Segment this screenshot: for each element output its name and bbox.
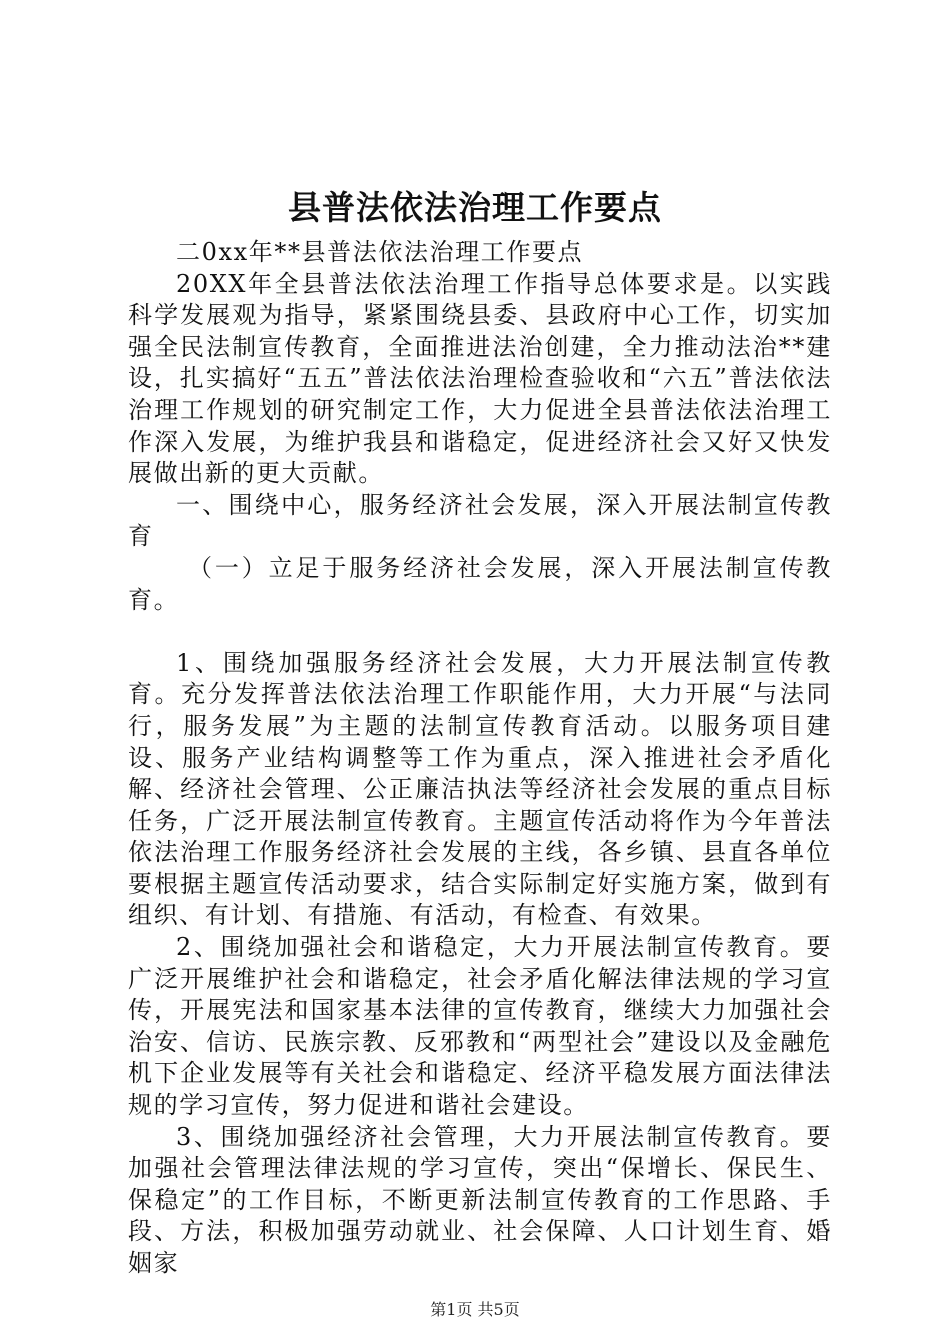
intro-paragraph: 20XX年全县普法依法治理工作指导总体要求是。以实践科学发展观为指导，紧紧围绕县委、县政府中心工作，切实加强全民法制宣传教育，全面推进法治创建，全力推动法治**建设，扎实搞好“五五”普法依法治理检查验收和“六五”普法依法治理工作规划的研究制定工作，大力促进全县普法依法治理工作深入发展，为维护我县和谐稳定，促进经济社会又好又快发展做出新的更大贡献。 — [128, 269, 832, 488]
document-title: 县普法依法治理工作要点 — [288, 188, 662, 227]
body-paragraph: 3、围绕加强经济社会管理，大力开展法制宣传教育。要加强社会管理法律法规的学习宣传，突出“保增长、保民生、保稳定”的工作目标，不断更新法制宣传教育的工作思路、手段、方法，积极加强劳动就业、社会保障、人口计划生育、婚姻家 — [128, 1122, 832, 1277]
body-paragraph: 1、围绕加强服务经济社会发展，大力开展法制宣传教育。充分发挥普法依法治理工作职能作用，大力开展“与法同行，服务发展”为主题的法制宣传教育活动。以服务项目建设、服务产业结构调整等工作为重点，深入推进社会矛盾化解、经济社会管理、公正廉洁执法等经济社会发展的重点目标任务，广泛开展法制宣传教育。主题宣传活动将作为今年普法依法治理工作服务经济社会发展的主线，各乡镇、县直各单位要根据主题宣传活动要求，结合实际制定好实施方案，做到有组织、有计划、有措施、有活动，有检查、有效果。 — [128, 648, 832, 930]
section-heading: 一、围绕中心，服务经济社会发展，深入开展法制宣传教育 — [128, 490, 832, 551]
document-body — [128, 237, 832, 1280]
body-paragraph: 2、围绕加强社会和谐稳定，大力开展法制宣传教育。要广泛开展维护社会和谐稳定，社会矛盾化解法律法规的学习宣传，开展宪法和国家基本法律的宣传教育，继续大力加强社会治安、信访、民族宗教、反邪教和“两型社会”建设以及金融危机下企业发展等有关社会和谐稳定、经济平稳发展方面法律法规的学习宣传，努力促进和谐社会建设。 — [128, 933, 832, 1120]
page-footer: 第1页 共5页 — [430, 1300, 520, 1319]
subtitle-paragraph: 二0xx年**县普法依法治理工作要点 — [176, 238, 584, 266]
subsection-heading: （一）立足于服务经济社会发展，深入开展法制宣传教育。 — [128, 553, 832, 614]
